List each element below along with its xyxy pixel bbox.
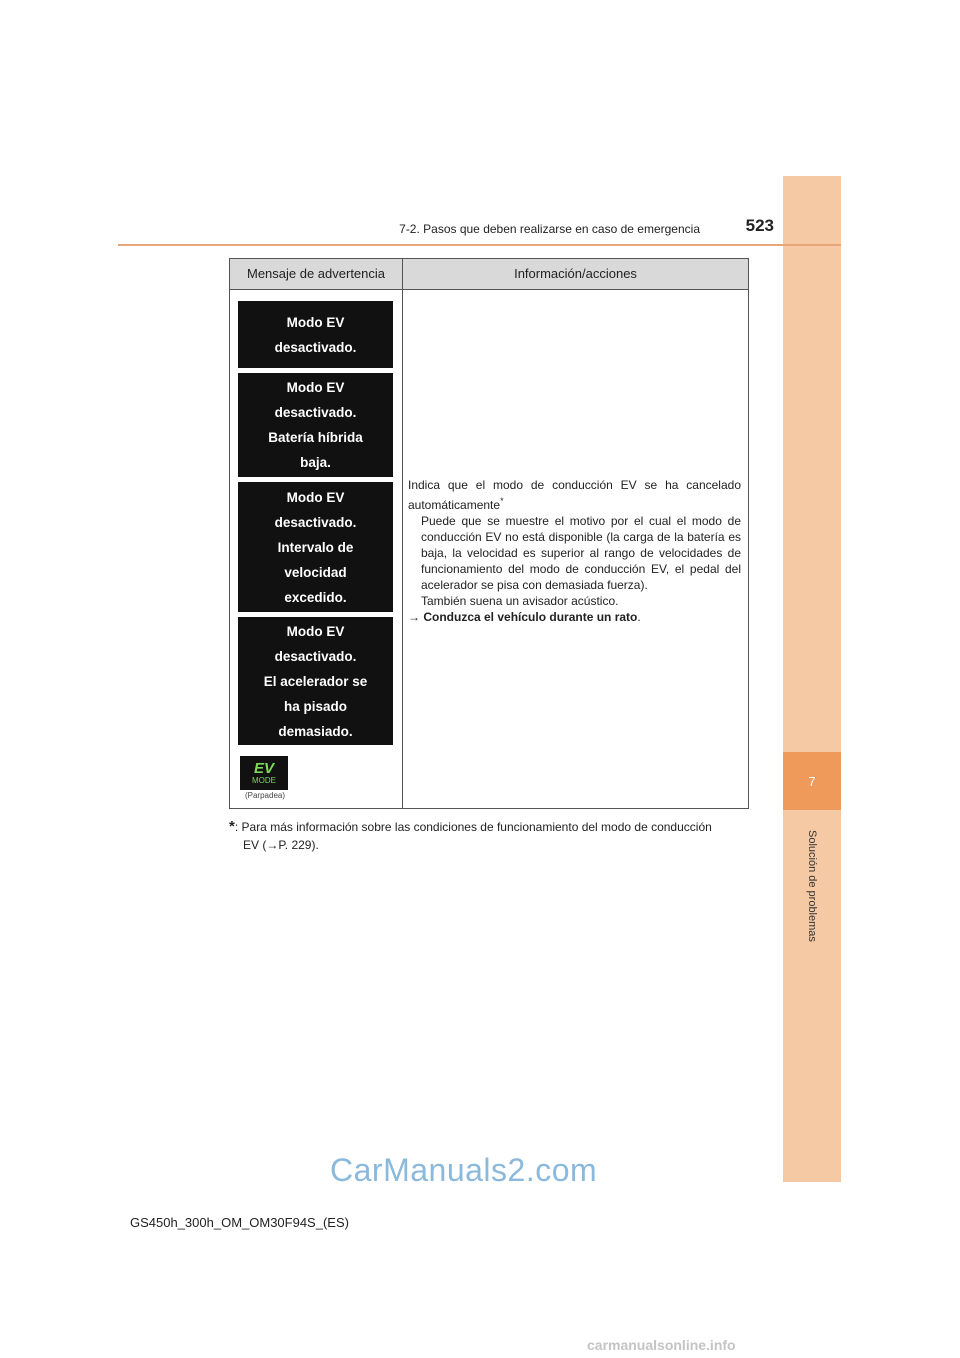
message-line: Batería híbrida [268,430,363,445]
info-sound: También suena un avisador acústico. [421,594,619,608]
footnote-mark: * [500,496,504,506]
chapter-number-tab: 7 [783,752,841,810]
message-line: Modo EV [286,489,345,505]
document-code: GS450h_300h_OM_OM30F94S_(ES) [130,1215,349,1230]
footnote [229,818,749,854]
message-line: Intervalo de [277,539,354,555]
action-end: . [637,610,641,624]
message-line: desactivado. [274,405,357,420]
message-line: desactivado. [274,514,357,530]
message-line: excedido. [284,589,347,605]
message-line: baja. [300,455,331,470]
footnote-line-2: EV (→P. 229). [243,838,319,852]
information-actions [408,477,741,625]
info-lead [408,477,741,513]
column-divider [402,289,403,809]
message-line: Modo EV [286,314,345,330]
mode-icon-text: MODE [252,775,276,785]
column-header-information: Información/acciones [514,266,637,281]
header-rule [118,244,841,246]
message-line: ha pisado [283,698,347,714]
ev-icon-text: EV [253,759,274,777]
footnote-text: : Para más información sobre las condiciones de funcionamiento del modo de conducción [234,820,712,834]
ev-mode-indicator-icon [240,756,288,790]
info-detail: Puede que se muestre el motivo por el cual el modo de conducción EV no está disponible (la carga de la batería es baja, la velocidad es superior al rango de velocidades de funcionamiento del modo de conducción EV, el pedal del acelerador se pisa con demasiada fuerza). [421,514,741,592]
warning-message-speed-exceeded [238,482,393,612]
message-line: desactivado. [274,339,357,355]
message-line: desactivado. [274,648,357,664]
warning-message-accelerator-pressed [238,617,393,745]
message-line: velocidad [284,564,347,580]
bottom-watermark: carmanualsonline.info [587,1337,736,1353]
indicator-caption: (Parpadea) [244,791,286,800]
section-title: 7-2. Pasos que deben realizarse en caso de emergencia [399,222,700,236]
watermark: CarManuals2.com [330,1152,598,1188]
message-line: El acelerador se [263,673,368,689]
arrow-icon: → [408,610,420,624]
table-header [230,259,748,290]
warning-message-ev-off [238,301,393,368]
side-tab-band [783,176,841,1182]
message-line: Modo EV [286,380,345,395]
chapter-title: Solución de problemas [806,830,818,942]
info-action [408,609,741,625]
message-line: Modo EV [286,623,345,639]
info-lead-text: Indica que el modo de conducción EV se ha cancelado automáticamente [408,478,741,512]
warning-message-table [229,258,749,809]
action-text: Conduzca el vehículo durante un rato [423,610,638,624]
footnote-star: * [229,818,235,835]
warning-message-hybrid-battery-low [238,373,393,477]
page-number: 523 [745,216,774,235]
message-line: demasiado. [278,723,353,739]
column-header-warning-message: Mensaje de advertencia [230,259,403,289]
footnote-line-1 [229,818,749,836]
